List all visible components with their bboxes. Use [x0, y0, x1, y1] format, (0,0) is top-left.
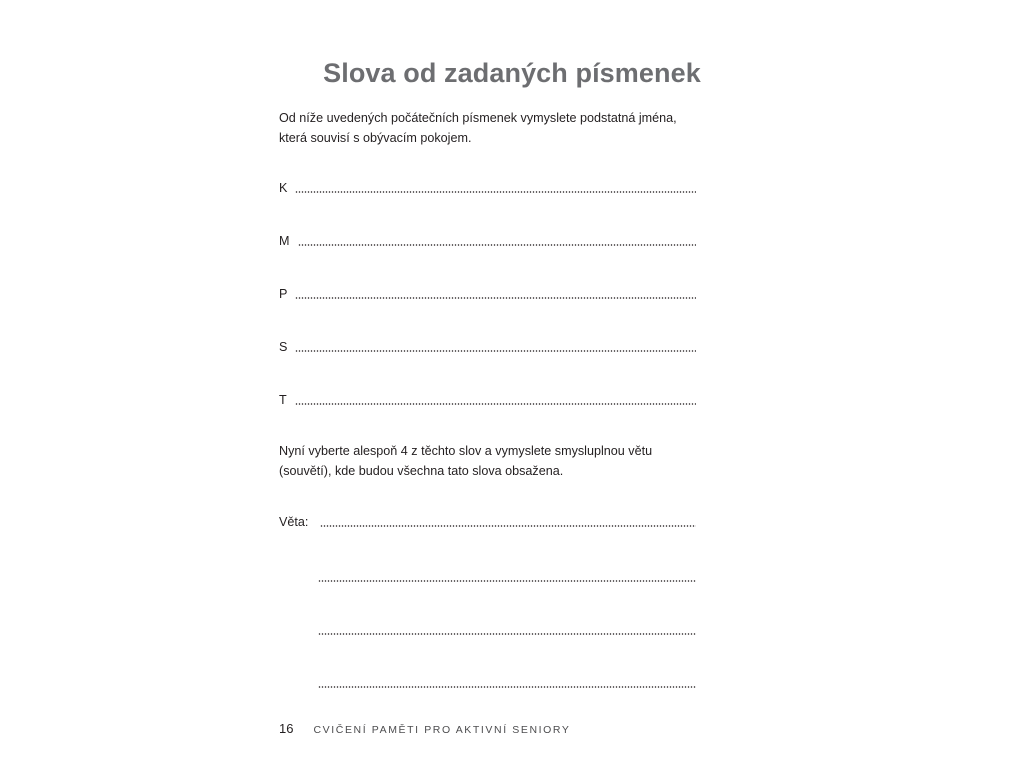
sentence-line-3[interactable] — [318, 620, 696, 638]
dotted-line — [318, 580, 696, 582]
sentence-line-1[interactable] — [279, 512, 696, 530]
instruction-paragraph-1: Od níže uvedených počátečních písmenek vymyslete podstatná jména, která souvisí s obývacím pokojem. — [279, 111, 677, 145]
dotted-line — [318, 633, 696, 635]
dotted-line — [298, 244, 697, 246]
sentence-label: Věta: — [279, 515, 309, 529]
dotted-line — [295, 191, 696, 193]
letter-label: T — [279, 393, 287, 407]
letter-label: S — [279, 340, 288, 354]
instruction-paragraph-2: Nyní vyberte alespoň 4 z těchto slov a vymyslete smysluplnou větu (souvětí), kde budou všechna tato slova obsažena. — [279, 444, 653, 478]
answer-line-t[interactable] — [279, 390, 696, 408]
letter-label: K — [279, 181, 288, 195]
page-footer — [279, 721, 571, 736]
running-head: CVIČENÍ PAMĚTI PRO AKTIVNÍ SENIORY — [313, 724, 571, 736]
sentence-line-4[interactable] — [318, 673, 696, 691]
answer-line-m[interactable] — [279, 231, 696, 249]
page-number: 16 — [279, 721, 294, 736]
dotted-line — [295, 403, 696, 405]
dotted-line — [318, 686, 696, 688]
answer-line-s[interactable] — [279, 337, 696, 355]
dotted-line — [320, 525, 696, 527]
dotted-line — [295, 297, 696, 299]
dotted-line — [295, 350, 696, 352]
page-title: Slova od zadaných písmenek — [323, 58, 701, 88]
answer-line-p[interactable] — [279, 284, 696, 302]
answer-line-k[interactable] — [279, 178, 696, 196]
sentence-line-2[interactable] — [318, 567, 696, 585]
letter-label: M — [279, 234, 290, 248]
letter-label: P — [279, 287, 288, 301]
